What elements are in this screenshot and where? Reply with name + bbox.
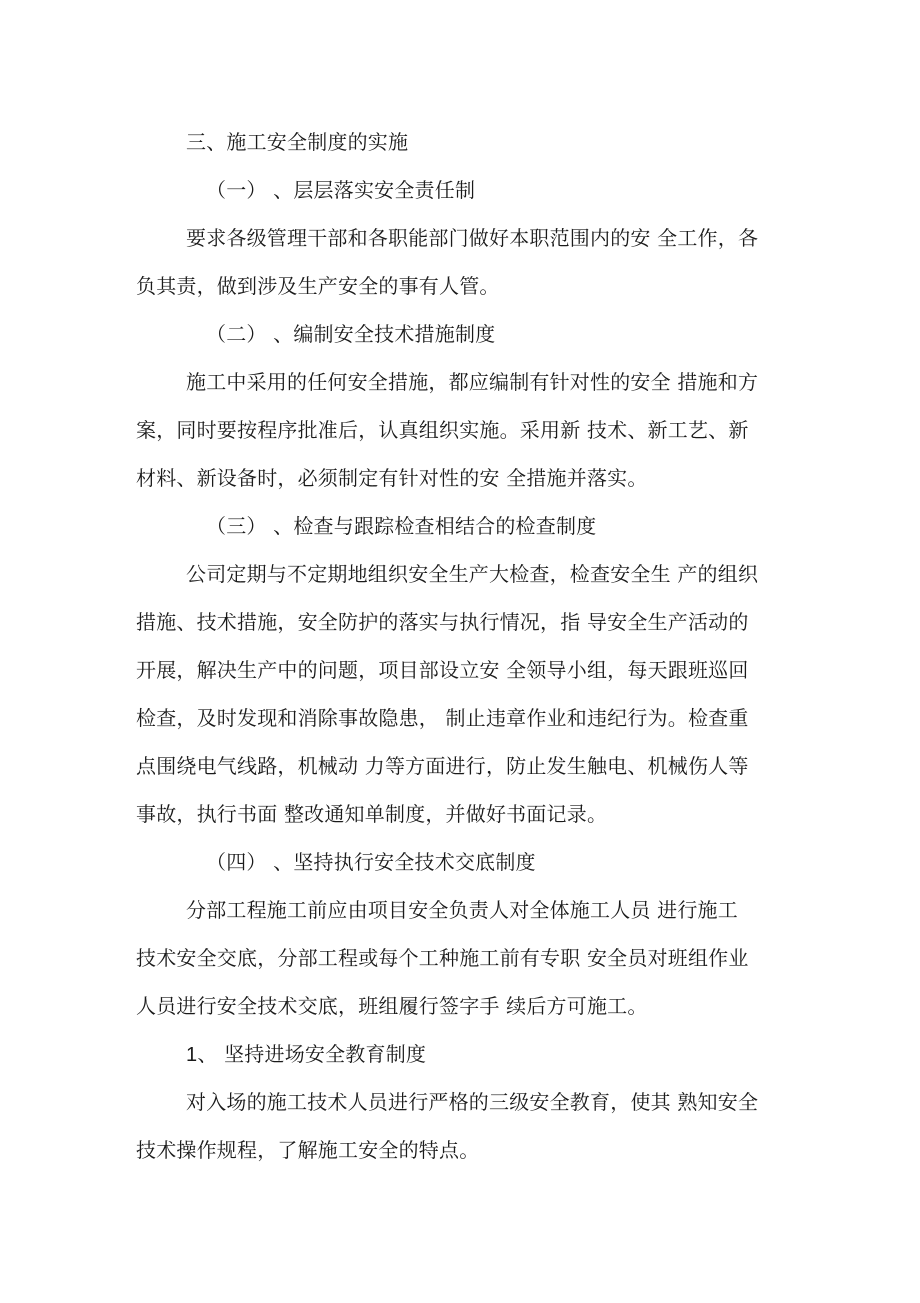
item-1: [136, 1030, 759, 1174]
paragraph-line: 点围绕电气线路，机械动 力等方面进行，防止发生触电、机械伤人等: [136, 754, 749, 778]
paragraph-line: 对入场的施工技术人员进行严格的三级安全教育，使其 熟知安全: [186, 1090, 759, 1114]
section-heading: [136, 118, 756, 166]
subsection-4: [136, 838, 756, 1030]
paragraph-line: 人员进行安全技术交底，班组履行签字手 续后方可施工。: [136, 994, 648, 1018]
paragraph-line: 事故，执行书面 整改通知单制度，并做好书面记录。: [136, 802, 608, 826]
paragraph-line: 措施、技术措施，安全防护的落实与执行情况，指 导安全生产活动的: [136, 610, 749, 634]
paragraph-line: 要求各级管理干部和各职能部门做好本职范围内的安 全工作，各: [186, 226, 759, 250]
paragraph-line: 开展，解决生产中的问题，项目部设立安 全领导小组，每天跟班巡回: [136, 658, 749, 682]
subsection-3: [136, 502, 759, 838]
subsection-1-title: （一） 、层层落实安全责任制: [206, 178, 476, 202]
paragraph-line: 技术操作规程，了解施工安全的特点。: [136, 1138, 480, 1162]
subsection-3-title: （三） 、检查与跟踪检查相结合的检查制度: [206, 514, 597, 538]
item-1-heading: [136, 1030, 756, 1078]
paragraph-line: 分部工程施工前应由项目安全负责人对全体施工人员 进行施工: [186, 898, 738, 922]
subsection-2-title: （二） 、编制安全技术措施制度: [206, 322, 496, 346]
paragraph-line: 公司定期与不定期地组织安全生产大检查，检查安全生 产的组织: [186, 562, 759, 586]
paragraph-line: 检查，及时发现和消除事故隐患， 制止违章作业和违纪行为。检查重: [136, 706, 749, 730]
paragraph-line: 施工中采用的任何安全措施，都应编制有针对性的安全 措施和方: [186, 370, 759, 394]
item-1-number: 1、: [186, 1044, 218, 1066]
subsection-2: [136, 310, 759, 502]
paragraph-line: 技术安全交底，分部工程或每个工种施工前有专职 安全员对班组作业: [136, 946, 749, 970]
paragraph-line: 案，同时要按程序批准后，认真组织实施。采用新 技术、新工艺、新: [136, 418, 749, 442]
section-title: 三、施工安全制度的实施: [186, 130, 409, 154]
item-1-title: 坚持进场安全教育制度: [217, 1042, 427, 1066]
subsection-1: [136, 166, 759, 310]
subsection-4-title: （四） 、坚持执行安全技术交底制度: [206, 850, 536, 874]
paragraph-line: 材料、新设备时，必须制定有针对性的安 全措施并落实。: [136, 466, 648, 490]
paragraph-line: 负其责，做到涉及生产安全的事有人管。: [136, 274, 500, 298]
